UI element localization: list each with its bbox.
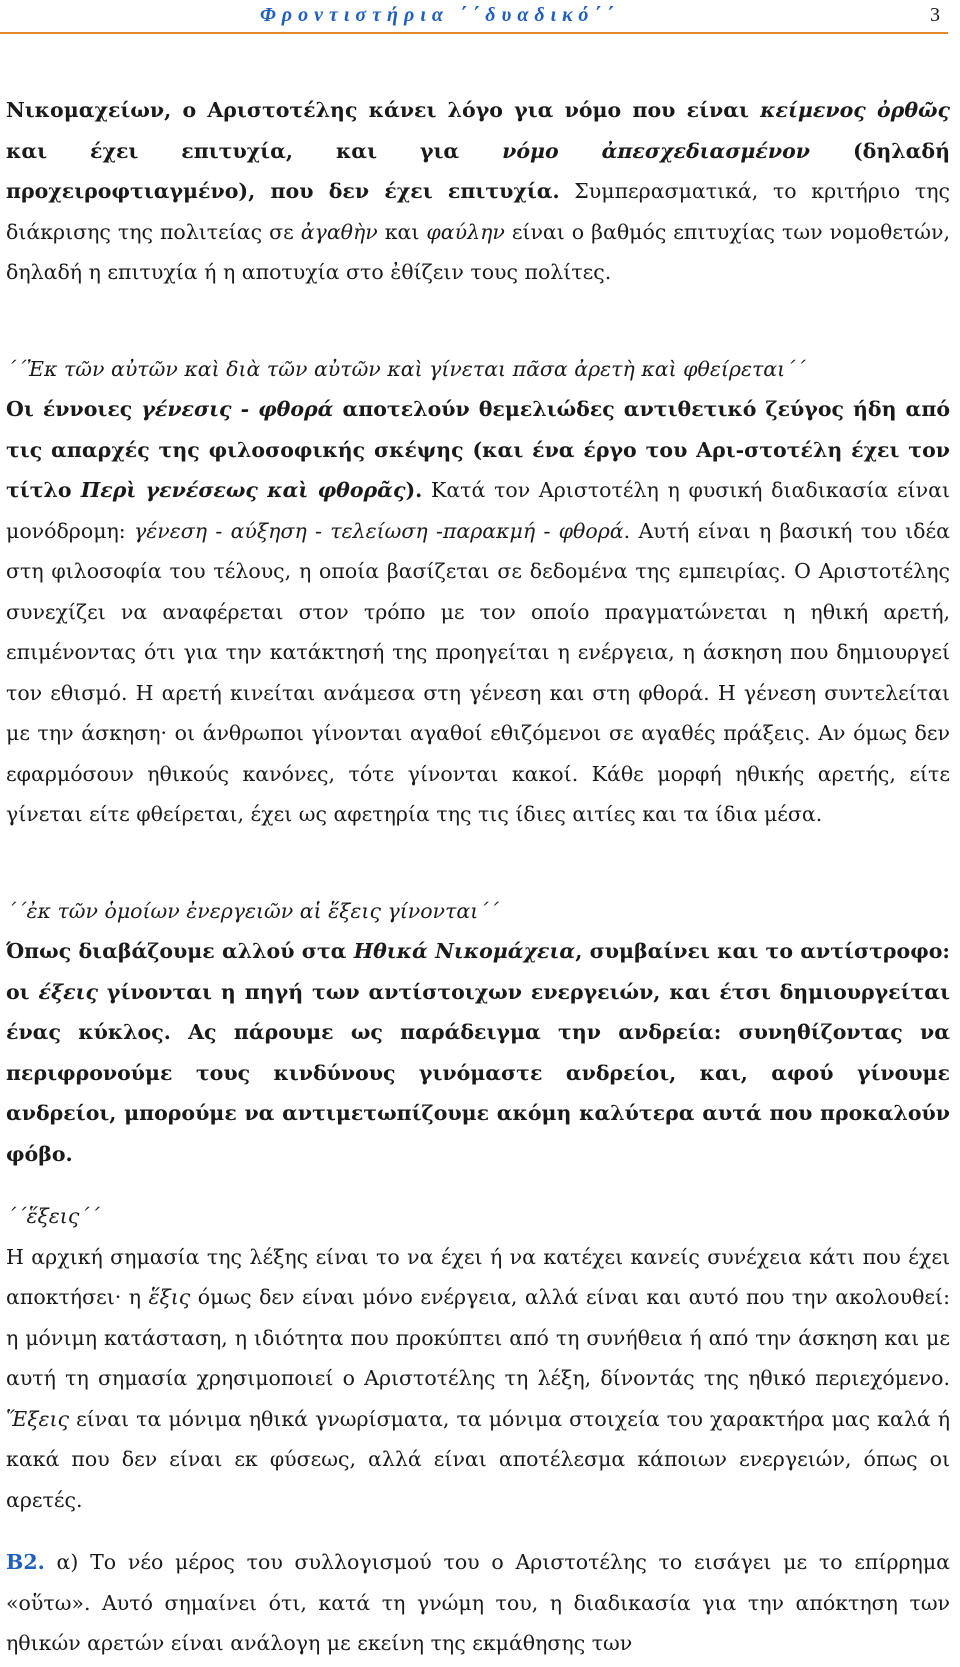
section1-p3: αποτελούν θεμελιώδες αντιθετικό ζεύγος ήδη από τις απαρχές της φιλοσοφικής σκέψης (και ένα έργο του Αρι-στοτέλη έχει τον τίτλο xyxy=(6,397,950,502)
b2-text: α) Το νέο μέρος του συλλογισμού του ο Αριστοτέλης το εισάγει με το επίρρημα «οὕτω». Αυτό σημαίνει ότι, κατά τη γνώμη του, η διαδικασία για την απόκτηση των ηθικών αρετών είναι ανάλογη με εκείνη της εκμάθησης των xyxy=(6,1550,950,1655)
header-title: Φροντιστήρια ΄΄δυαδικό΄΄ xyxy=(260,4,620,26)
section2-p3: , συμβαίνει και το αντίστροφο: οι xyxy=(6,939,951,1004)
page-header xyxy=(0,0,948,34)
section2-p5: γίνονται η πηγή των αντίστοιχων ενεργειών, και έτσι δημιουργείται ένας κύκλος. Ας πάρουμε ως παράδειγμα την ανδρεία: συνηθίζοντας να περιφρονούμε τους κινδύνους γινόμαστε ανδρείοι, και, αφού γίνουμε ανδρείοι, μπορούμε να αντιμετωπίζουμε ακόμη καλύτερα αυτά που προκαλούν φόβο. xyxy=(6,979,951,1166)
intro-s2: κείμενος ὀρθῶς xyxy=(760,98,950,122)
section3-p4: Ἕξεις xyxy=(6,1406,70,1431)
section3-p1: Η αρχική σημασία της λέξης είναι το να έχει ή να κατέχει κανείς συνέχεια κάτι που έχει αποκτήσει· η xyxy=(6,1244,950,1309)
intro-s6: Συμπερασματικά, το κριτήριο της διάκρισης της πολιτείας σε xyxy=(6,179,950,244)
section1-heading: ΄΄Ἐκ τῶν αὐτῶν καὶ διὰ τῶν αὐτῶν καὶ γίνεται πᾶσα ἀρετὴ καὶ φθείρεται΄΄ xyxy=(6,356,806,381)
spacer xyxy=(6,293,950,349)
section3-paragraph xyxy=(6,1237,950,1521)
intro-paragraph xyxy=(6,90,950,293)
section3-p2: ἕξις xyxy=(148,1285,191,1309)
spacer xyxy=(6,835,950,891)
section1-p7: γένεση - αύξηση - τελείωση -παρακμή - φθορά xyxy=(134,518,624,543)
page-content xyxy=(6,90,950,1664)
intro-s8: και xyxy=(377,219,427,244)
intro-s1: Νικομαχείων, ο Αριστοτέλης κάνει λόγο για νόμο που είναι xyxy=(6,98,761,122)
section3-p3: όμως δεν είναι μόνο ενέργεια, αλλά είναι και αυτό που την ακολουθεί: η μόνιμη κατάσταση, η ιδιότητα που προκύπτει από τη συνήθεια ή από την άσκηση και με αυτή τη σημασία χρησιμοποιεί ο Αριστοτέλης τη λέξη, δίνοντάς της ηθικό περιεχόμενο. xyxy=(6,1285,950,1390)
section1-p6: Κατά τον Αριστοτέλη η φυσική διαδικασία είναι μονόδρομη: xyxy=(6,478,950,543)
section1-p4: Περὶ γενέσεως καὶ φθορᾶς xyxy=(80,478,406,502)
intro-s4: νόμο ἀπεσχεδιασμένον xyxy=(502,138,811,163)
b2-label: Β2. xyxy=(6,1550,45,1574)
section3-heading: ΄΄ἕξεις΄΄ xyxy=(6,1204,100,1228)
section1-p5: ). xyxy=(405,478,423,502)
intro-s5: (δηλαδή προχειροφτιαγμένο), που δεν έχει επιτυχία. xyxy=(6,138,950,203)
section2-p4: έξεις xyxy=(38,979,98,1004)
section1-p1: Οι έννοιες xyxy=(6,397,142,421)
section3-p5: είναι τα μόνιμα ηθικά γνωρίσματα, τα μόνιμα στοιχεία του χαρακτήρα μας καλά ή κακά που δεν είναι εκ φύσεως, αλλά είναι αποτέλεσμα κάποιων ενεργειών, όπως οι αρετές. xyxy=(6,1406,950,1512)
section2-p2: Ηθικά Νικομάχεια xyxy=(353,939,576,963)
page-number: 3 xyxy=(930,4,940,26)
spacer xyxy=(6,1174,950,1196)
section1-p2: γένεσις - φθορά xyxy=(141,397,334,421)
intro-s7: ἀγαθὴν xyxy=(300,219,378,244)
section1-p8: . Αυτή είναι η βασική του ιδέα στη φιλοσοφία του τέλους, η οποία βασίζεται σε δεδομένα της εμπειρίας. Ο Αριστοτέλης συνεχίζει να αναφέρεται στον τρόπο με τον οποίο πραγματώνεται η ηθική αρετή, επιμένοντας ότι για την κατάκτησή της προηγείται η ενέργεια, η άσκηση που δημιουργεί τον εθισμό. Η αρετή κινείται ανάμεσα στη γένεση και στη φθορά. Η γένεση συντελείται με την άσκηση· οι άνθρωποι γίνονται αγαθοί εθιζόμενοι σε αγαθές πράξεις. Αν όμως δεν εφαρμόσουν ηθικούς κανόνες, τότε γίνονται κακοί. Κάθε μορφή ηθικής αρετής, είτε γίνεται είτε φθείρεται, έχει ως αφετηρία της τις ίδιες αιτίες και τα ίδια μέσα. xyxy=(6,518,950,826)
intro-s3: και έχει επιτυχία, και για xyxy=(6,138,503,163)
spacer xyxy=(6,1520,950,1542)
b2-paragraph xyxy=(6,1542,950,1664)
intro-s10: είναι ο βαθμός επιτυχίας των νομοθετών, δηλαδή η επιτυχία ή η αποτυχία στο ἐθίζειν τους πολίτες. xyxy=(6,219,950,284)
section2-p1: Όπως διαβάζουμε αλλού στα xyxy=(6,939,354,963)
section2-heading: ΄΄ἐκ τῶν ὁμοίων ἐνεργειῶν αἱ ἕξεις γίνονται΄΄ xyxy=(6,898,499,923)
section2-paragraph xyxy=(6,931,950,1174)
intro-s9: φαύλην xyxy=(426,219,505,244)
section1-paragraph xyxy=(6,389,950,835)
